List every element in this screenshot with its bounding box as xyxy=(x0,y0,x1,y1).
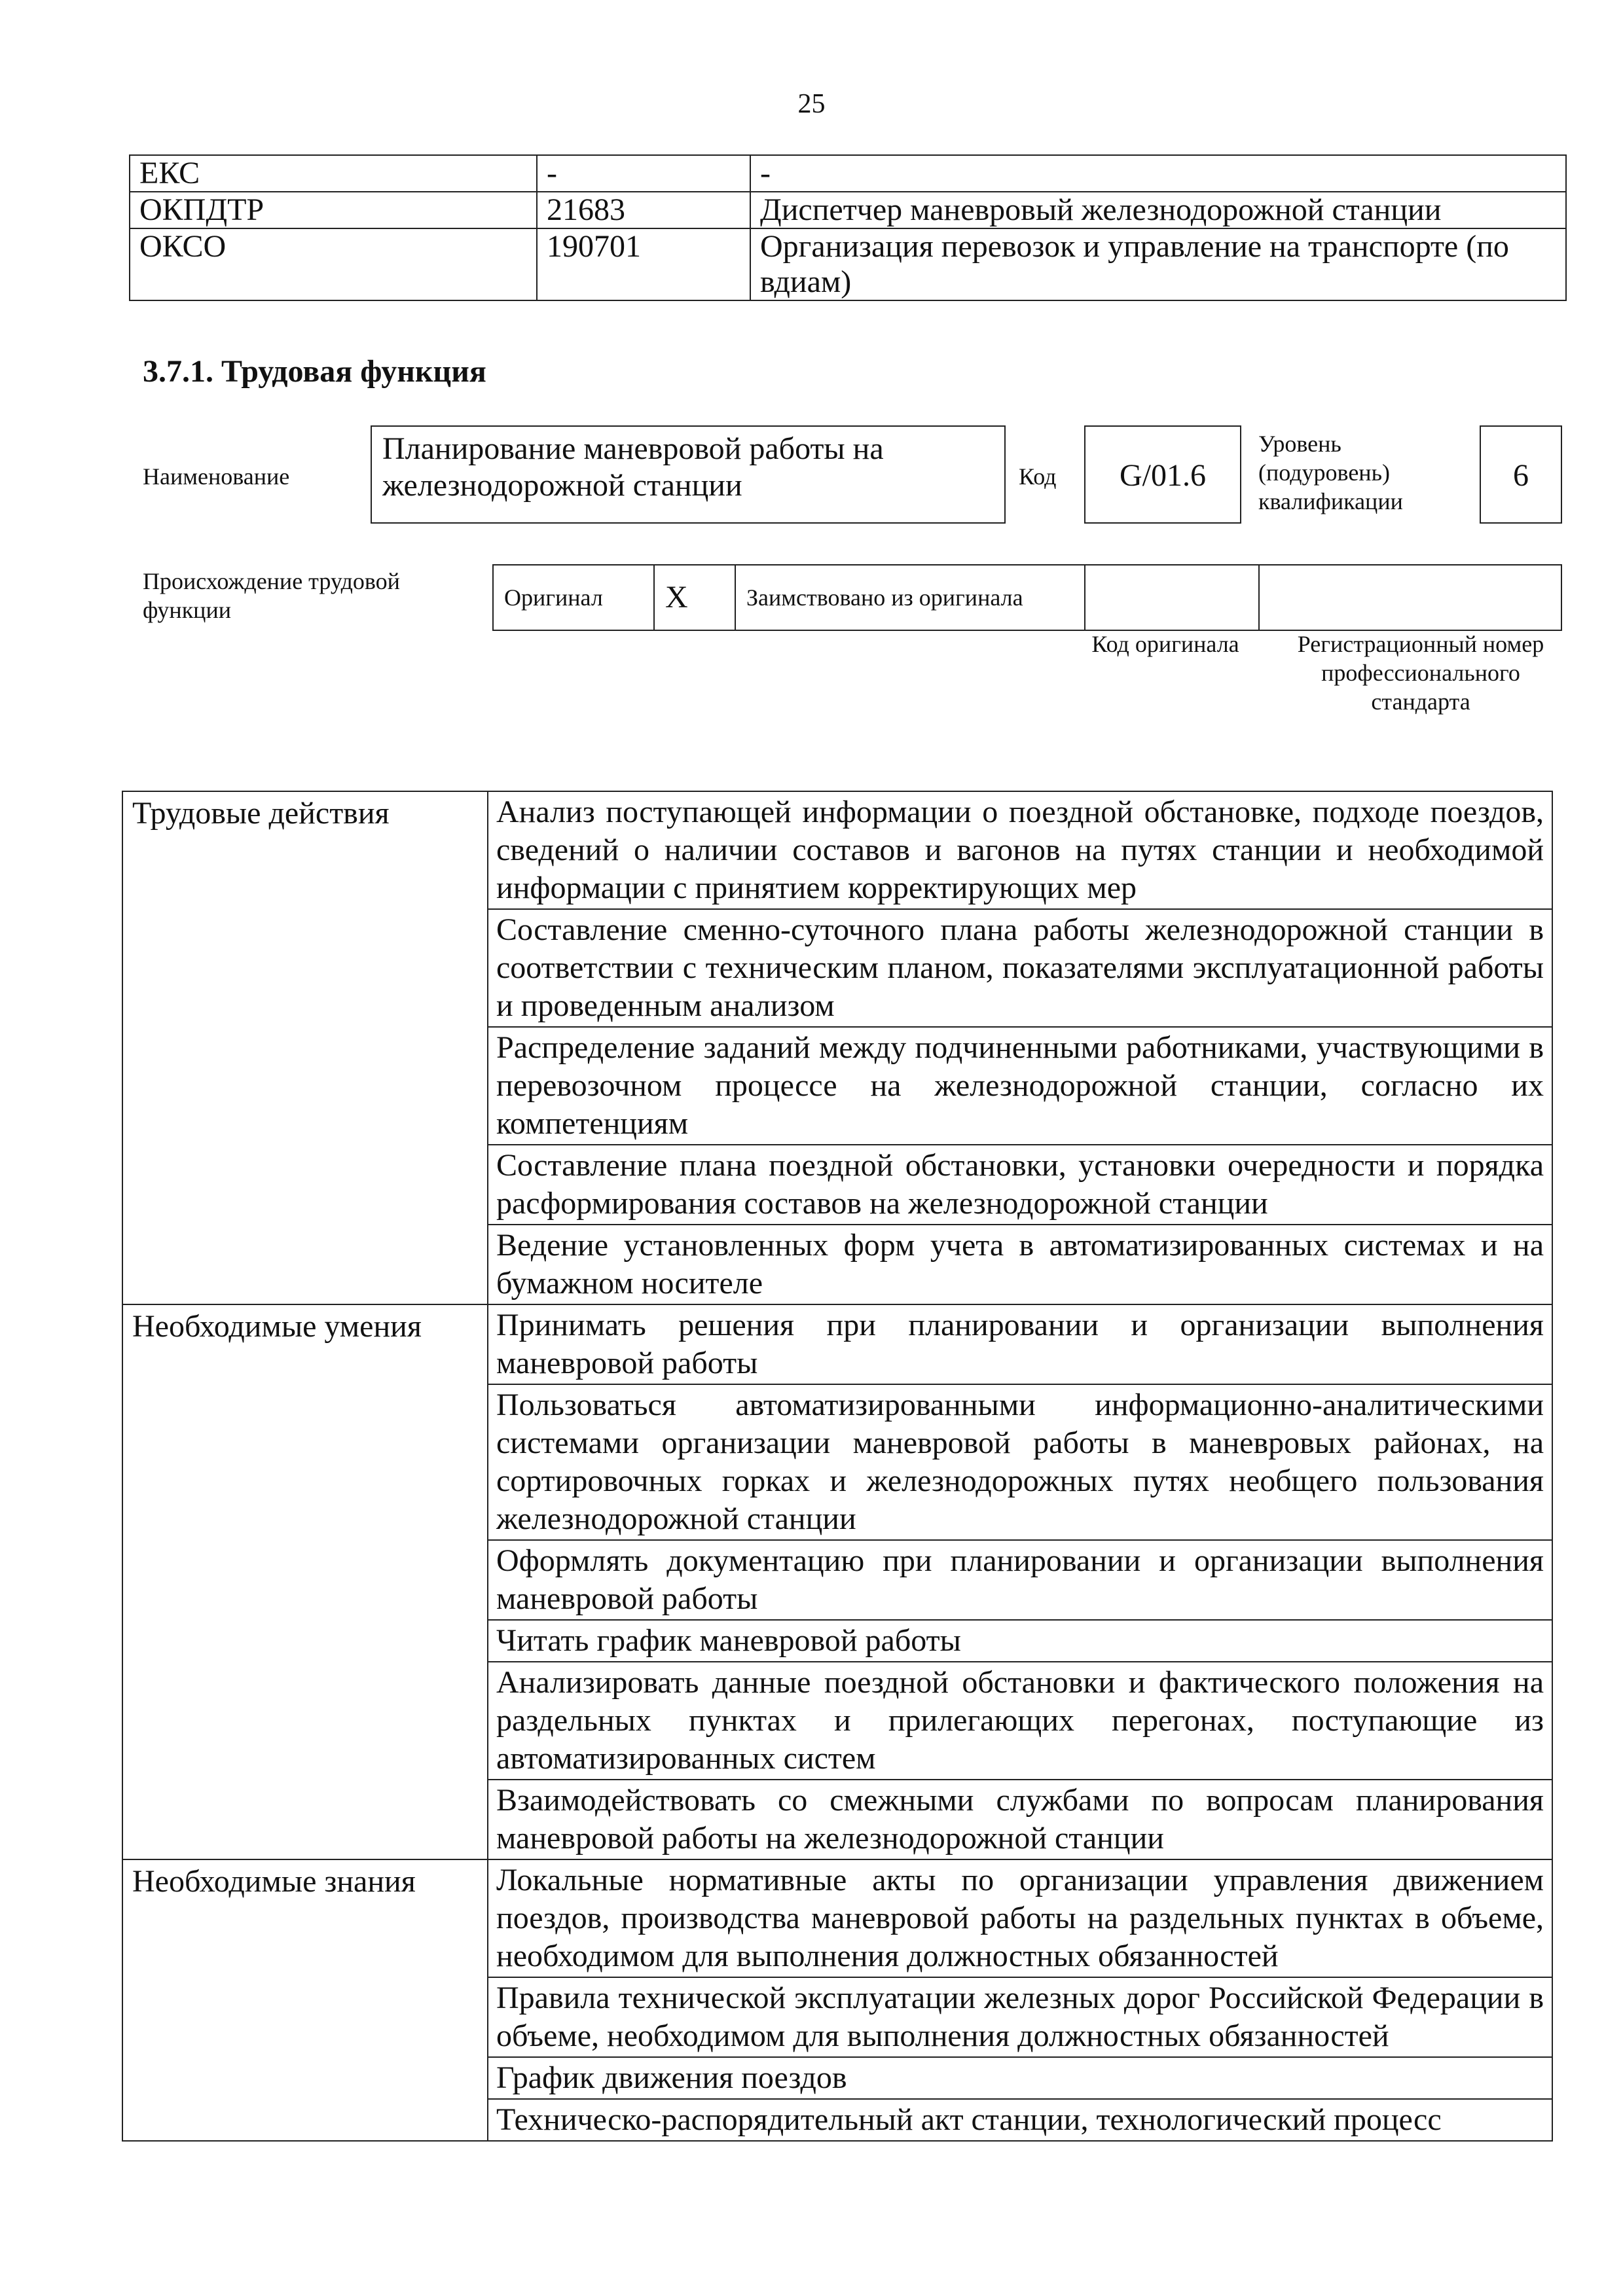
function-name-box: Планирование маневровой работы на железнодорожной станции xyxy=(371,425,1006,524)
level-label: Уровень (подуровень) квалификации xyxy=(1258,431,1403,514)
code-value: 190701 xyxy=(537,228,750,300)
category-skills: Необходимые умения xyxy=(122,1304,488,1859)
original-code-cell xyxy=(1085,565,1259,630)
list-item: Оформлять документацию при планировании и организации выполнения маневровой работы xyxy=(488,1540,1552,1620)
list-item: Локальные нормативные акты по организации управления движением поездов, производства маневровой работы на раздельных пунктах в объеме, необходимом для выполнения должностных обязанностей xyxy=(488,1859,1552,1977)
name-label: Наименование xyxy=(143,463,290,490)
list-item: Анализировать данные поездной обстановки и фактического положения на раздельных пунктах и прилегающих перегонах, поступающие из автоматизированных систем xyxy=(488,1662,1552,1780)
list-item: Анализ поступающей информации о поездной обстановке, подходе поездов, сведений о наличии составов и вагонов на путях станции и необходимой информации с принятием корректирующих мер xyxy=(488,791,1552,909)
category-knowledge: Необходимые знания xyxy=(122,1859,488,2141)
list-item: Составление плана поездной обстановки, установки очередности и порядка расформирования составов на железнодорожной станции xyxy=(488,1145,1552,1225)
borrowed-label: Заимствовано из оригинала xyxy=(735,565,1085,630)
original-mark: X xyxy=(654,565,735,630)
list-item: Ведение установленных форм учета в автоматизированных системах и на бумажном носителе xyxy=(488,1225,1552,1304)
table-row xyxy=(130,192,1566,228)
list-item: Техническо-распорядительный акт станции, технологический процесс xyxy=(488,2099,1552,2141)
code-value: 21683 xyxy=(537,192,750,228)
reg-number-cell xyxy=(1259,565,1561,630)
code-title: - xyxy=(750,155,1566,192)
category-actions: Трудовые действия xyxy=(122,791,488,1304)
table-row xyxy=(493,565,1561,630)
list-item: Составление сменно-суточного плана работы железнодорожной станции в соответствии с техническим планом, показателями эксплуатационной работы и проведенным анализом xyxy=(488,909,1552,1027)
code-title: Диспетчер маневровый железнодорожной станции xyxy=(750,192,1566,228)
original-label: Оригинал xyxy=(493,565,654,630)
list-item: График движения поездов xyxy=(488,2057,1552,2099)
list-item: Принимать решения при планировании и организации выполнения маневровой работы xyxy=(488,1304,1552,1384)
code-label: Код xyxy=(1019,463,1057,490)
function-code-box: G/01.6 xyxy=(1084,425,1241,524)
code-name: ОКСО xyxy=(130,228,537,300)
list-item: Распределение заданий между подчиненными работниками, участвующими в перевозочном процессе на железнодорожной станции, согласно их компетенциям xyxy=(488,1027,1552,1145)
reg-number-caption: Регистрационный номер профессионального стандарта xyxy=(1297,631,1544,715)
list-item: Пользоваться автоматизированными информационно-аналитическими системами организации маневровой работы в маневровых районах, на сортировочных горках и железнодорожных путях необщего пользования железнодорожной станции xyxy=(488,1384,1552,1540)
code-original-caption: Код оригинала xyxy=(1091,631,1239,657)
list-item: Правила технической эксплуатации железных дорог Российской Федерации в объеме, необходимом для выполнения должностных обязанностей xyxy=(488,1977,1552,2057)
codes-table xyxy=(129,154,1567,301)
labor-function-table xyxy=(122,791,1553,2142)
code-title: Организация перевозок и управление на транспорте (по вдиам) xyxy=(750,228,1566,300)
table-row xyxy=(122,791,1552,909)
origin-table xyxy=(492,564,1562,631)
table-row xyxy=(130,228,1566,300)
page-number: 25 xyxy=(797,89,826,119)
level-value-box: 6 xyxy=(1480,425,1562,524)
list-item: Читать график маневровой работы xyxy=(488,1620,1552,1662)
list-item: Взаимодействовать со смежными службами по вопросам планирования маневровой работы на железнодорожной станции xyxy=(488,1780,1552,1859)
table-row xyxy=(122,1859,1552,1977)
code-value: - xyxy=(537,155,750,192)
section-title: 3.7.1. Трудовая функция xyxy=(143,354,486,389)
table-row xyxy=(130,155,1566,192)
table-row xyxy=(122,1304,1552,1384)
code-name: ЕКС xyxy=(130,155,537,192)
code-name: ОКПДТР xyxy=(130,192,537,228)
origin-label: Происхождение трудовой функции xyxy=(143,568,400,623)
